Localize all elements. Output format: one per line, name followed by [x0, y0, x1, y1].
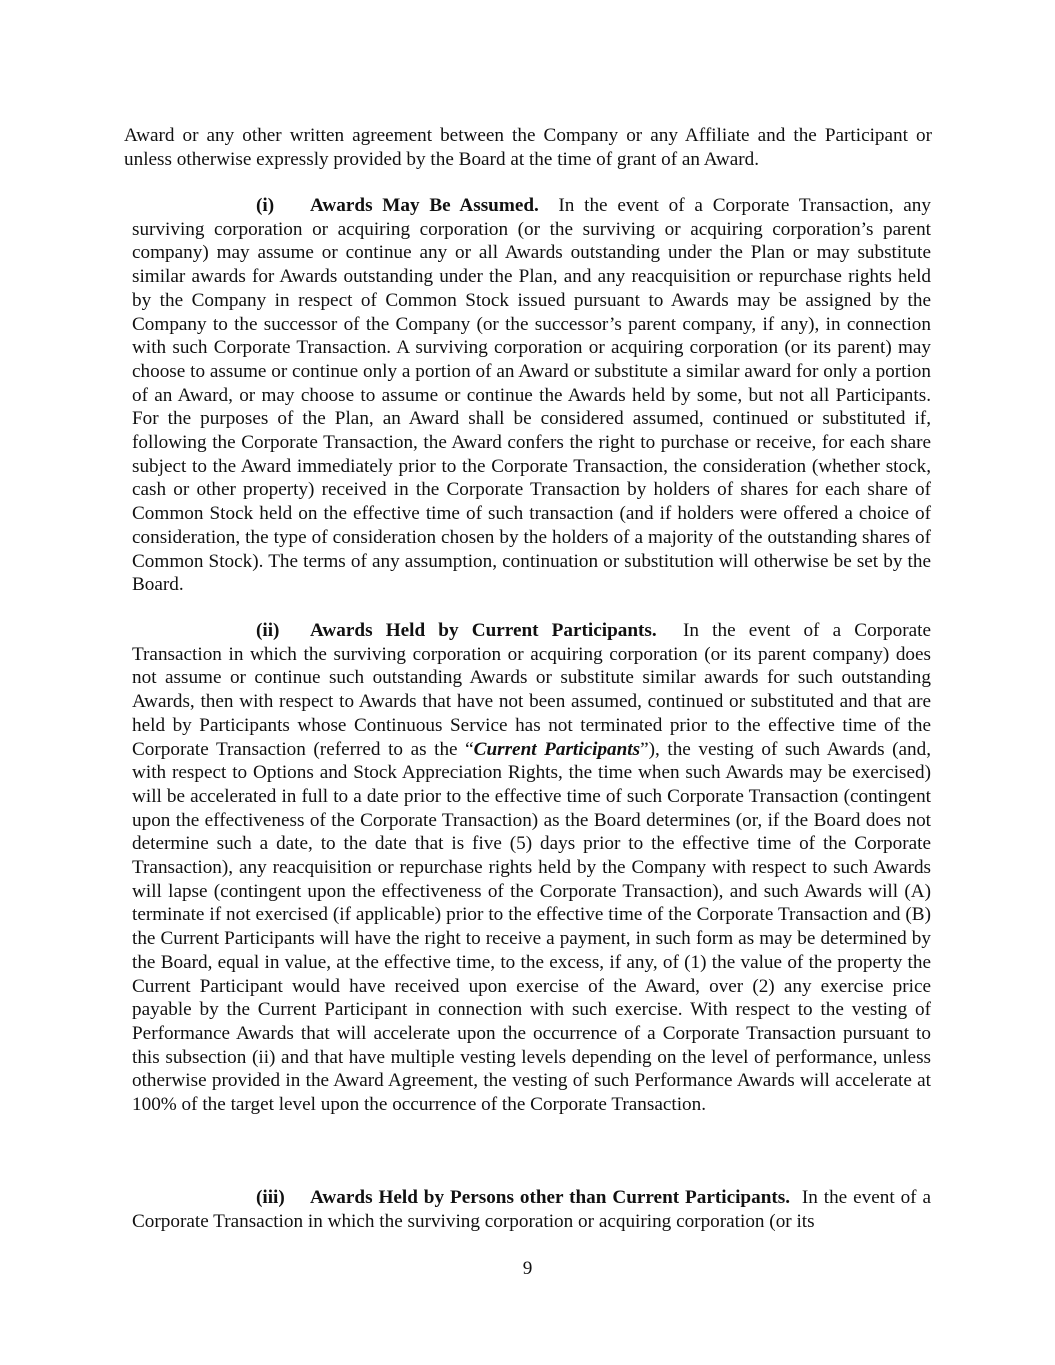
section-ii-paragraph: [132, 619, 931, 1117]
section-ii-body-end: ”), the vesting of such Awards (and, with respect to Options and Stock Appreciation Rights, the time when such Awards may be exercised) will be accelerated in full to a date prior to the effective time of such Corporate Transaction (contingent upon the effectiveness of the Corporate Transaction) as the Board determines (or, if the Board does not determine such a date, to the date that is five (5) days prior to the effective time of the Corporate Transaction), any reacquisition or repurchase rights held by the Company with respect to such Awards will lapse (contingent upon the effectiveness of the Corporate Transaction), and such Awards will (A) terminate if not exercised (if applicable) prior to the effective time of the Corporate Transaction and (B) the Current Participants will have the right to receive a payment, in such form as may be determined by the Board, equal in value, at the effective time, to the excess, if any, of (1) the value of the property the Current Participant would have received upon exercise of the Award, over (2) any exercise price payable by the Current Participant in connection with such exercise. With respect to the vesting of Performance Awards that will accelerate upon the occurrence of a Corporate Transaction pursuant to this subsection (ii) and that have multiple vesting levels depending on the level of performance, unless otherwise provided in the Award Agreement, the vesting of such Performance Awards will accelerate at 100% of the target level upon the occurrence of the Corporate Transaction.: [132, 738, 932, 1116]
defined-term-current-participants: Current Participants: [473, 738, 641, 760]
section-i-body: In the event of a Corporate Transaction, any surviving corporation or acquiring corporation (or the surviving or acquiring corporation’s parent company) may assume or continue any or all Awards outstanding under the Plan or may substitute similar awards for Awards outstanding under the Plan, and any reacquisition or repurchase rights held by the Company in respect of Common Stock issued pursuant to Awards may be assigned by the Company to the successor of the Company (or the successor’s parent company, if any), in connection with such Corporate Transaction. A surviving corporation or acquiring corporation (or its parent) may choose to assume or continue only a portion of an Award or substitute a similar award for only a portion of an Award, or may choose to assume or continue the Awards held by some, but not all Participants. For the purposes of the Plan, an Award shall be considered assumed, continued or substituted if, following the Corporate Transaction, the Award confers the right to purchase or receive, for each share subject to the Award immediately prior to the Corporate Transaction, the consideration (whether stock, cash or other property) received in the Corporate Transaction by holders of shares for each share of Common Stock held on the effective time of such transaction (and if holders were offered a choice of consideration, the type of consideration chosen by the holders of a majority of the outstanding shares of Common Stock). The terms of any assumption, continuation or substitution will otherwise be set by the Board.: [132, 195, 931, 596]
section-i-number: (i): [256, 195, 275, 216]
section-iii-paragraph: [132, 1186, 931, 1233]
section-iii-body: In the event of a Corporate Transaction in which the surviving corporation or acquiring corporation (or its: [132, 1187, 931, 1232]
section-ii-heading: Awards Held by Current Participants.: [310, 620, 657, 641]
intro-paragraph: Award or any other written agreement between the Company or any Affiliate and the Participant or unless otherwise expressly provided by the Board at the time of grant of an Award.: [124, 125, 932, 170]
section-iii-heading: Awards Held by Persons other than Current Participants.: [310, 1187, 791, 1208]
page-number: 9: [522, 1258, 533, 1279]
section-ii-body-start: In the event of a Corporate Transaction in which the surviving corporation or acquiring corporation (or its parent company) does not assume or continue such outstanding Awards or substitute similar awards for such outstanding Awards, then with respect to Awards that have not been assumed, continued or substituted and that are held by Participants whose Continuous Service has not terminated prior to the effective time of the Corporate Transaction (referred to as the “: [132, 620, 931, 760]
section-i-heading: Awards May Be Assumed.: [310, 195, 539, 216]
section-i-paragraph: [132, 194, 931, 597]
section-iii-number: (iii): [256, 1187, 285, 1208]
section-ii-number: (ii): [256, 620, 280, 641]
